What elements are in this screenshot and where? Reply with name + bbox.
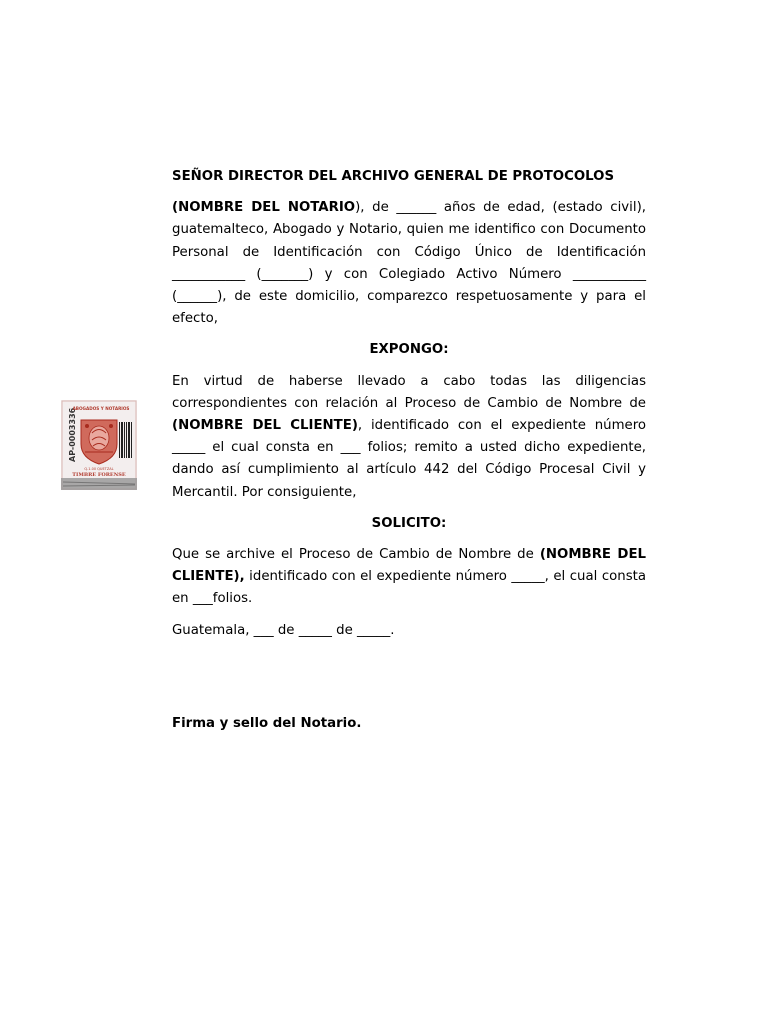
expongo-text-1: En virtud de haberse llevado a cabo todas las diligencias correspondientes con relación al Proceso de Cambio de Nombre de bbox=[172, 373, 646, 411]
expongo-heading: EXPONGO: bbox=[369, 342, 449, 358]
coat-of-arms-icon bbox=[81, 420, 117, 464]
solicito-text-2: identificado con el expediente número _____, el cual consta en ___folios. bbox=[172, 569, 646, 607]
timbre-forense-stamp bbox=[61, 400, 137, 490]
signature-line: Firma y sello del Notario. bbox=[172, 715, 362, 731]
solicito-paragraph bbox=[172, 544, 646, 611]
svg-text:Q.1.00 QUETZAL: Q.1.00 QUETZAL bbox=[84, 467, 114, 471]
document-heading: SEÑOR DIRECTOR DEL ARCHIVO GENERAL DE PROTOCOLOS bbox=[172, 169, 615, 184]
expongo-paragraph bbox=[172, 371, 646, 504]
client-name-placeholder-2: (NOMBRE DEL CLIENTE), bbox=[172, 547, 647, 585]
notary-paragraph bbox=[172, 197, 646, 330]
stamp-serial: AP-0003336 bbox=[68, 407, 77, 462]
stamp-top-text: ABOGADOS Y NOTARIOS bbox=[72, 406, 130, 411]
stamp-graphic bbox=[61, 400, 137, 490]
solicito-heading: SOLICITO: bbox=[371, 515, 447, 531]
client-name-placeholder: (NOMBRE DEL CLIENTE) bbox=[172, 418, 358, 434]
solicito-text-1: Que se archive el Proceso de Cambio de Nombre de bbox=[172, 547, 540, 563]
place-and-date: Guatemala, ___ de _____ de _____. bbox=[172, 622, 395, 638]
notary-paragraph-text: ), de ______ años de edad, (estado civil), guatemalteco, Abogado y Notario, quien me identifico con Documento Personal de Identificación con Código Único de Identificación ___________ (_______) y con Colegiado Activo Número ___________ (______), de este domicilio, comparezco respetuosamente y para el efecto, bbox=[172, 200, 646, 327]
notary-name-placeholder: (NOMBRE DEL NOTARIO bbox=[172, 200, 356, 216]
expongo-text-2: , identificado con el expediente número _____ el cual consta en ___ folios; remito a usted dicho expediente, dando así cumplimiento al artículo 442 del Código Procesal Civil y Mercantil. Por consiguiente, bbox=[172, 418, 647, 500]
stamp-bottom-text: TIMBRE FORENSE bbox=[72, 472, 126, 478]
document-body bbox=[172, 166, 646, 735]
